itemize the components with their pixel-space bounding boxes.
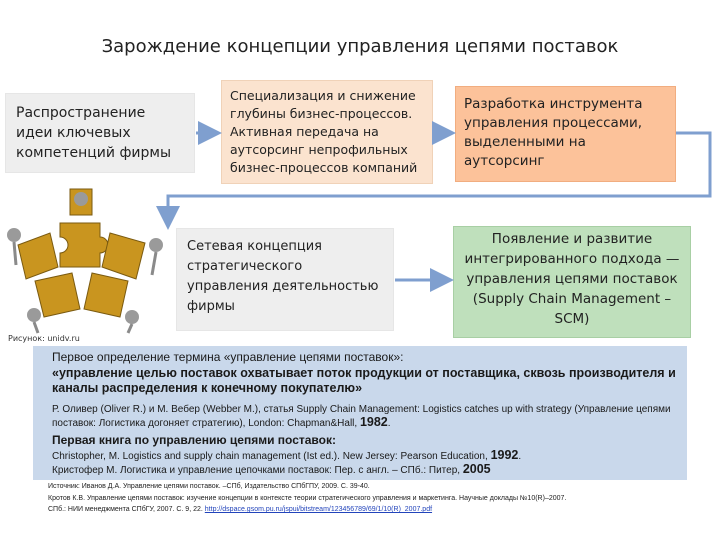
definition-heading: Первое определение термина «управление цепями поставок»: [52, 350, 404, 364]
first-book-reference-ru [52, 463, 692, 477]
page-title: Зарождение концепции управления цепями поставок [101, 36, 619, 57]
source-line-1: Источник: Иванов Д.А. Управление цепями поставок. –СПб, Издательство СПбГПУ, 2009. С. 39-40. [48, 483, 370, 490]
connector-box3-to-box4 [168, 133, 710, 224]
box-core-competencies: Распространение идеи ключевых компетенций фирмы [5, 93, 195, 173]
box-scm-emergence: Появление и развитие интегрированного подхода — управления цепями поставок (Supply Chain Management – SCM) [453, 226, 691, 338]
first-book-reference-en: Christopher, M. Logistics and supply chain management (Ist ed.). New Jersey: Pearson Education, 1992. [52, 448, 522, 462]
puzzle-people-illustration [0, 185, 180, 335]
source-link[interactable]: http://dspace.gsom.pu.ru/jspui/bitstream/123456789/69/1/10(R)_2007.pdf [204, 506, 433, 513]
first-book-heading: Первая книга по управлению цепями поставок: [52, 433, 336, 447]
box-process-management-tool: Разработка инструмента управления процессами, выделенными на аутсорсинг [455, 86, 676, 182]
definition-quote: «управление целью поставок охватывает поток продукции от поставщика, сквозь производителя и каналы распределения к конечному покупателю» [52, 366, 676, 395]
source-line-3 [48, 505, 708, 514]
first-book-reference-ru-text: Кристофер М. Логистика и управление цепочками поставок: Пер. с англ. – СПб.: Питер, [52, 465, 461, 476]
first-book-year-ru: 2005 [462, 462, 491, 476]
definition-reference-text: Р. Оливер (Oliver R.) и М. Вебер (Webber M.), статья Supply Chain Management: Logistics catches up with strategy (Управление цепями поставок: Логистика догоняет стратегию), London: Chapman&Hall, [52, 404, 671, 429]
definition-year: 1982 [359, 415, 388, 429]
box-network-concept: Сетевая концепция стратегического управления деятельностью фирмы [176, 228, 394, 331]
definition-reference: Р. Оливер (Oliver R.) и М. Вебер (Webber M.), статья Supply Chain Management: Logistics catches up with strategy (Управление цепями поставок: Логистика догоняет стратегию), London: Chapman&Hall, 1982. [52, 404, 671, 429]
first-book-reference-en-text: Christopher, M. Logistics and supply chain management (Ist ed.). New Jersey: Pearson Education, [52, 451, 488, 462]
first-book-year-en: 1992 [490, 448, 519, 462]
box-specialization-outsourcing: Специализация и снижение глубины бизнес-процессов. Активная передача на аутсорсинг непрофильных бизнес-процессов компаний [221, 80, 433, 184]
source-line-2: Кротов К.В. Управление цепями поставок: изучение концепции в контексте теории стратегического управления и маркетинга. Научные доклады №10(R)–2007. [48, 495, 567, 502]
source-line-3-text: СПб.: НИИ менеджмента СПбГУ, 2007. С. 9, 22. [48, 506, 203, 513]
figure-caption: Рисунок: unidv.ru [8, 334, 80, 343]
